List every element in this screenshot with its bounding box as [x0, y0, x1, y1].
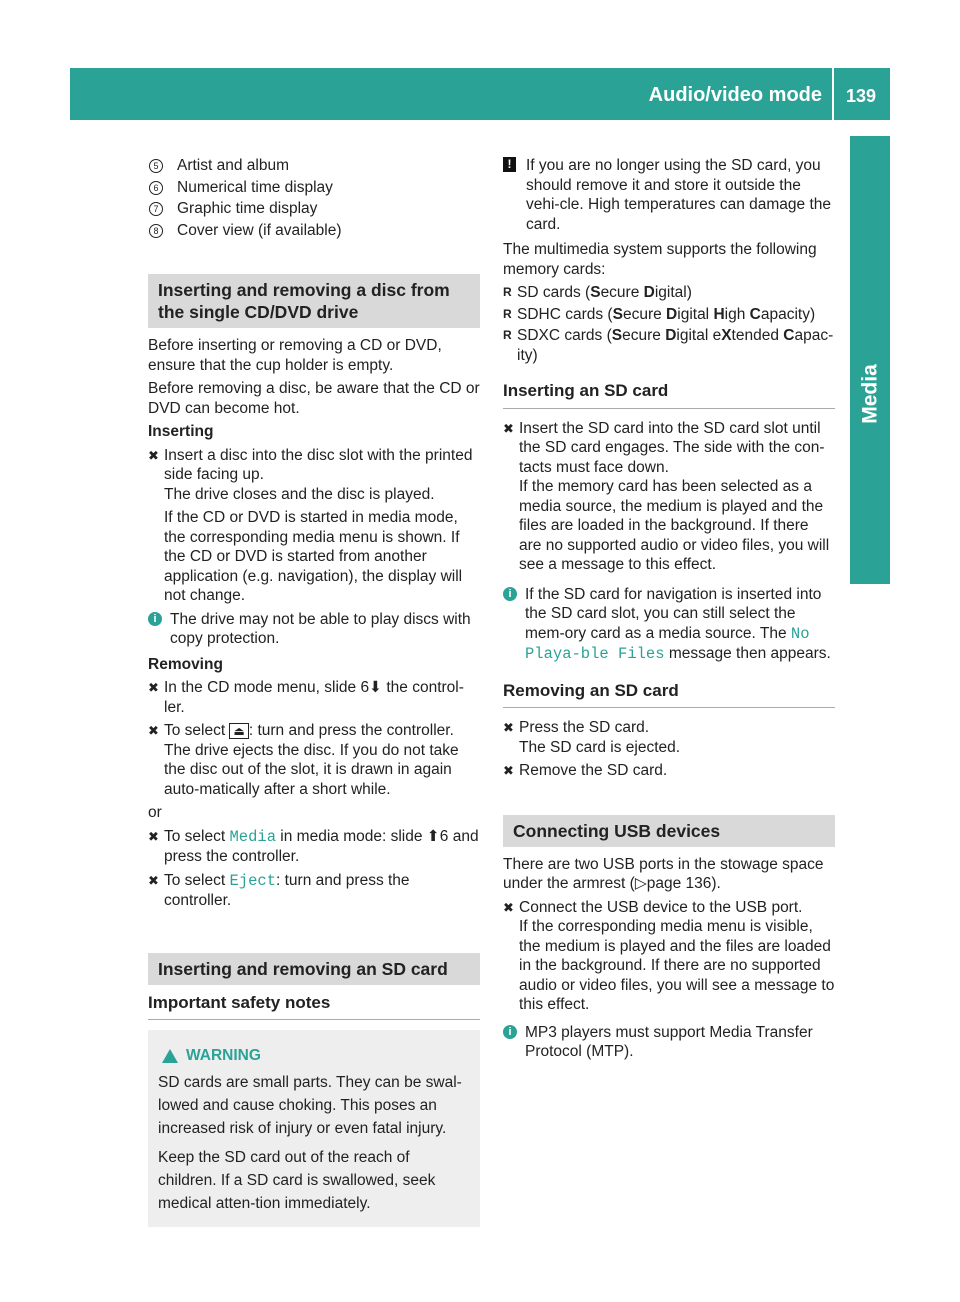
card-initial: D: [643, 284, 655, 301]
step-arrow-icon: ✖: [148, 723, 159, 738]
page-reference-icon: ▷: [634, 875, 647, 892]
callout-number: 6: [149, 181, 163, 195]
step-arrow-icon: ✖: [503, 720, 514, 735]
chapter-tab-label: Media: [858, 364, 882, 424]
list-item: [503, 283, 835, 303]
info-text: If the SD card for navigation is inserted into the SD card slot, you can still select the mem-ory card as a media source. The: [525, 585, 822, 642]
step-arrow-icon: ✖: [148, 872, 159, 888]
step: [503, 419, 835, 575]
step-text: : turn and press the controller.: [248, 722, 454, 739]
notice: [503, 156, 835, 234]
card-list: [503, 283, 835, 365]
step: [503, 761, 835, 781]
card-initial: D: [665, 327, 677, 344]
page-reference: page 136).: [646, 875, 721, 892]
paragraph-text: There are two USB ports in the stowage space under the armrest (: [503, 855, 824, 892]
warning-label: WARNING: [186, 1047, 261, 1064]
card-text: ecure: [622, 327, 666, 344]
warning-triangle-icon: [162, 1049, 178, 1063]
step-arrow-icon: ✖: [148, 828, 159, 844]
step: [148, 721, 480, 799]
step-arrow-icon: ✖: [503, 763, 514, 778]
section-heading-text: Inserting and removing an SD card: [158, 958, 448, 979]
card-text: apac-ity): [517, 327, 834, 364]
card-text: tended: [731, 327, 784, 344]
card-text: igital e: [676, 327, 722, 344]
info-icon: i: [503, 587, 517, 601]
right-column: [503, 156, 835, 1068]
step-arrow-icon: ✖: [148, 680, 159, 695]
step-text: To select: [164, 827, 230, 845]
legend-text: Cover view (if available): [177, 221, 342, 239]
info-icon: i: [148, 612, 162, 626]
step: [148, 827, 480, 867]
controller-slide-up-icon: ⬆6: [426, 827, 449, 845]
card-text: ecure: [600, 284, 644, 301]
step-arrow-icon: ✖: [148, 447, 159, 463]
step: [148, 446, 480, 606]
info-note: [503, 585, 835, 665]
step-text: Remove the SD card.: [519, 762, 668, 779]
paragraph: The multimedia system supports the following memory cards:: [503, 241, 817, 278]
warning-title: [158, 1044, 470, 1067]
step-note: If the CD or DVD is started in media mode, the corresponding media menu is shown. If the CD or DVD is started from another application (e.g. navigation), the display will not change.: [164, 509, 463, 604]
step-text: in media mode: slide: [276, 827, 427, 845]
legend-item: [148, 156, 480, 176]
step-text: and press the controller.: [164, 827, 479, 865]
page-number: 139: [845, 86, 876, 106]
legend-item: [148, 178, 480, 198]
callout-number: 7: [149, 202, 163, 216]
menu-item-eject: Eject: [229, 871, 276, 890]
step-text: Insert a disc into the disc slot with the printed side facing up.: [164, 446, 473, 483]
step-text: To select: [164, 722, 230, 739]
legend-item: [148, 221, 480, 241]
left-column: [148, 156, 480, 1227]
menu-item-media: Media: [229, 827, 276, 846]
bullet-icon: R: [503, 306, 512, 321]
warning-text: SD cards are small parts. They can be swal-lowed and cause choking. This poses an increased risk of injury or even fatal injury.: [158, 1074, 462, 1137]
card-text: SDXC cards (: [517, 327, 612, 344]
info-icon: i: [503, 1025, 517, 1039]
step-result: If the corresponding media menu is visible, the medium is played and the files are loaded in the background. If there are no supported audio or video files, you will see a message to this effect.: [519, 918, 835, 1013]
list-item: [503, 305, 835, 325]
step: [148, 871, 480, 911]
paragraph: Before inserting or removing a CD or DVD, ensure that the cup holder is empty.: [148, 337, 442, 374]
info-note: [148, 610, 480, 649]
card-text: SD cards (: [517, 284, 591, 301]
section-heading-text: Connecting USB devices: [513, 820, 721, 841]
paragraph: [503, 855, 835, 894]
section-heading-sd: [148, 953, 480, 985]
step-text: Insert the SD card into the SD card slot until the SD card engages. The side with the con-tacts must face down.: [519, 419, 825, 476]
step-text: In the CD mode menu, slide: [164, 679, 361, 696]
step: [148, 678, 480, 717]
chapter-tab: [850, 136, 890, 584]
info-text: message then appears.: [664, 645, 831, 662]
card-text: igital: [677, 305, 714, 323]
legend-text: Artist and album: [177, 157, 289, 174]
card-initial: C: [749, 305, 761, 323]
info-text: The drive may not be able to play discs with copy protection.: [170, 610, 471, 647]
card-initial: H: [713, 305, 725, 323]
paragraph: Before removing a disc, be aware that the CD or DVD can become hot.: [148, 380, 480, 417]
info-text: MP3 players must support Media Transfer Protocol (MTP).: [525, 1023, 813, 1060]
page-title: Audio/video mode: [648, 84, 822, 106]
legend-item: [148, 199, 480, 219]
controller-slide-down-icon: 6⬇: [360, 679, 383, 696]
section-heading-text: Inserting and removing a disc from the single CD/DVD drive: [158, 280, 450, 322]
subheading-safety: Important safety notes: [148, 993, 480, 1021]
card-initial: S: [590, 284, 601, 301]
step-arrow-icon: ✖: [503, 899, 514, 915]
card-text: ecure: [622, 305, 667, 323]
step: [503, 718, 835, 757]
eject-icon: ⏏: [229, 723, 248, 739]
card-text: igh: [724, 305, 750, 323]
step-result: The drive ejects the disc. If you do not take the disc out of the slot, it is drawn in again auto-matically after a short while.: [164, 741, 459, 798]
notice-exclamation-icon: !: [503, 157, 516, 172]
step-text: the control-ler.: [164, 679, 464, 716]
warning-box: [148, 1030, 480, 1227]
step-text: To select: [164, 871, 230, 889]
step-text: Press the SD card.: [519, 719, 650, 736]
warning-text: Keep the SD card out of the reach of children. If a SD card is swallowed, seek medical atten-tion immediately.: [158, 1149, 436, 1212]
card-initial: S: [611, 327, 623, 344]
header-divider: [832, 68, 834, 120]
step: [503, 898, 835, 1015]
step-result: If the memory card has been selected as a media source, the medium is played and the files are loaded in the background. If there are no supported audio or video files, you will see a message to this effect.: [519, 478, 830, 573]
card-initial: X: [721, 327, 732, 344]
step-text: Connect the USB device to the USB port.: [519, 898, 803, 916]
removing-label: Removing: [148, 655, 223, 673]
legend-text: Graphic time display: [177, 200, 318, 217]
step-text: : turn and press the controller.: [164, 871, 410, 909]
card-text: SDHC cards (: [517, 305, 613, 323]
card-text: igital): [654, 284, 692, 301]
subheading-remove-sd: Removing an SD card: [503, 681, 835, 709]
bullet-icon: R: [503, 328, 512, 342]
card-initial: C: [783, 327, 795, 344]
legend-list: [148, 156, 480, 240]
subheading-insert-sd: Inserting an SD card: [503, 381, 835, 409]
step-result: The drive closes and the disc is played.: [164, 485, 435, 503]
card-initial: D: [666, 305, 678, 323]
legend-text: Numerical time display: [177, 178, 333, 196]
section-heading-usb: [503, 815, 835, 847]
card-text: apacity): [760, 305, 816, 323]
display-message: No Playa-ble Files: [525, 624, 810, 663]
inserting-label: Inserting: [148, 423, 214, 440]
bullet-icon: R: [503, 285, 512, 299]
notice-text: If you are no longer using the SD card, you should remove it and store it outside the vehi-cle. High temperatures can damage the card.: [526, 157, 831, 233]
header-bar: [70, 68, 890, 120]
callout-number: 8: [149, 224, 163, 238]
section-heading-disc: [148, 274, 480, 328]
card-initial: S: [612, 305, 623, 323]
step-result: The SD card is ejected.: [519, 738, 681, 756]
callout-number: 5: [149, 159, 163, 173]
info-note: [503, 1023, 835, 1062]
or-text: or: [148, 804, 162, 821]
step-arrow-icon: ✖: [503, 420, 514, 436]
list-item: [503, 326, 835, 365]
